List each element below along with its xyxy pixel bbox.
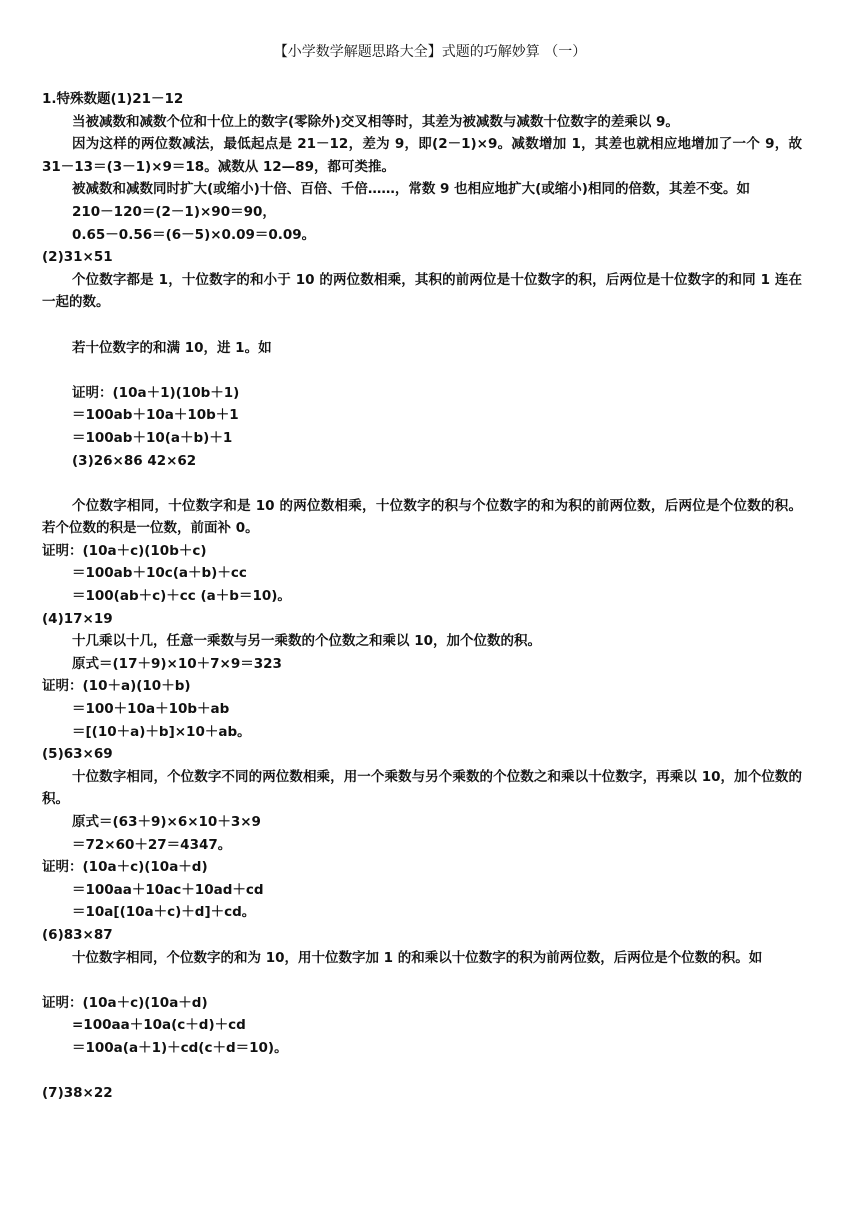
section-5-proof-2: ＝100aa＋10ac＋10ad＋cd bbox=[72, 881, 264, 898]
section-2-heading: (2)31×51 bbox=[42, 249, 113, 266]
section-2-proof-3: ＝100ab＋10(a＋b)＋1 bbox=[72, 429, 233, 446]
section-6-paragraph-1: 十位数字相同，个位数字的和为 10，用十位数字加 1 的和乘以十位数字的积为前两位数，后两位是个位数的积。如 bbox=[72, 949, 763, 966]
section-5-paragraph-1: 十位数字相同，个位数字不同的两位数相乘，用一个乘数与另个乘数的个位数之和乘以十位数字，再乘以 10，加个位数的积。 bbox=[42, 768, 802, 808]
section-5-example-1: 原式＝(63＋9)×6×10＋3×9 bbox=[72, 814, 261, 830]
section-4-heading: (4)17×19 bbox=[42, 610, 113, 627]
section-6-proof-2: =100aa＋10a(c＋d)＋cd bbox=[72, 1017, 246, 1034]
section-1-paragraph-3: 被减数和减数同时扩大(或缩小)十倍、百倍、千倍……，常数 9 也相应地扩大(或缩小)相同的倍数，其差不变。如 bbox=[72, 181, 750, 198]
section-3-heading: (3)26×86 42×62 bbox=[72, 452, 197, 469]
section-1-example-1: 210－120＝(2－1)×90＝90， bbox=[72, 203, 276, 220]
document-body bbox=[42, 88, 802, 1105]
section-1-heading: 1.特殊数题(1)21－12 bbox=[42, 91, 184, 107]
section-6-heading: (6)83×87 bbox=[42, 926, 113, 943]
section-5-proof-3: ＝10a[(10a＋c)＋d]＋cd。 bbox=[72, 904, 256, 921]
section-3-proof-1: 证明：(10a＋c)(10b＋c) bbox=[42, 542, 207, 559]
section-1-paragraph-1: 当被减数和减数个位和十位上的数字(零除外)交叉相等时，其差为被减数与减数十位数字的差乘以 9。 bbox=[72, 113, 679, 130]
section-6-proof-3: ＝100a(a＋1)＋cd(c＋d＝10)。 bbox=[72, 1039, 288, 1056]
section-4-example-1: 原式＝(17＋9)×10＋7×9＝323 bbox=[72, 655, 282, 672]
section-5-example-2: ＝72×60＋27＝4347。 bbox=[72, 836, 232, 853]
section-7-heading: (7)38×22 bbox=[42, 1085, 113, 1102]
section-4-proof-3: ＝[(10＋a)＋b]×10＋ab。 bbox=[72, 723, 251, 740]
section-4-proof-2: ＝100＋10a＋10b＋ab bbox=[72, 701, 230, 718]
section-2-proof-2: ＝100ab＋10a＋10b＋1 bbox=[72, 407, 239, 424]
section-1-example-2: 0.65－0.56＝(6－5)×0.09＝0.09。 bbox=[72, 226, 316, 243]
section-3-proof-2: ＝100ab＋10c(a＋b)＋cc bbox=[72, 565, 247, 582]
section-5-proof-1: 证明：(10a＋c)(10a＋d) bbox=[42, 859, 208, 876]
section-5-heading: (5)63×69 bbox=[42, 746, 113, 763]
section-6-proof-1: 证明：(10a＋c)(10a＋d) bbox=[42, 994, 208, 1011]
section-4-paragraph-1: 十几乘以十几，任意一乘数与另一乘数的个位数之和乘以 10，加个位数的积。 bbox=[72, 633, 541, 650]
section-1-paragraph-2: 因为这样的两位数减法，最低起点是 21－12，差为 9，即(2－1)×9。减数增加 1，其差也就相应地增加了一个 9，故 31－13＝(3－1)×9＝18。减数从 12—89，都可类推。 bbox=[42, 136, 802, 175]
section-3-proof-3: ＝100(ab＋c)＋cc (a＋b＝10)。 bbox=[72, 588, 291, 605]
section-2-proof-1: 证明：(10a＋1)(10b＋1) bbox=[72, 384, 240, 401]
document-title: 【小学数学解题思路大全】式题的巧解妙算 （一） bbox=[273, 44, 587, 60]
section-4-proof-1: 证明：(10＋a)(10＋b) bbox=[42, 678, 191, 695]
section-2-paragraph-2: 若十位数字的和满 10，进 1。如 bbox=[72, 339, 272, 356]
section-2-paragraph-1: 个位数字都是 1，十位数字的和小于 10 的两位数相乘，其积的前两位是十位数字的积，后两位是十位数字的和同 1 连在一起的数。 bbox=[42, 271, 802, 311]
section-3-paragraph-1: 个位数字相同，十位数字和是 10 的两位数相乘，十位数字的积与个位数字的和为积的前两位数，后两位是个位数的积。若个位数的积是一位数，前面补 0。 bbox=[42, 497, 802, 537]
